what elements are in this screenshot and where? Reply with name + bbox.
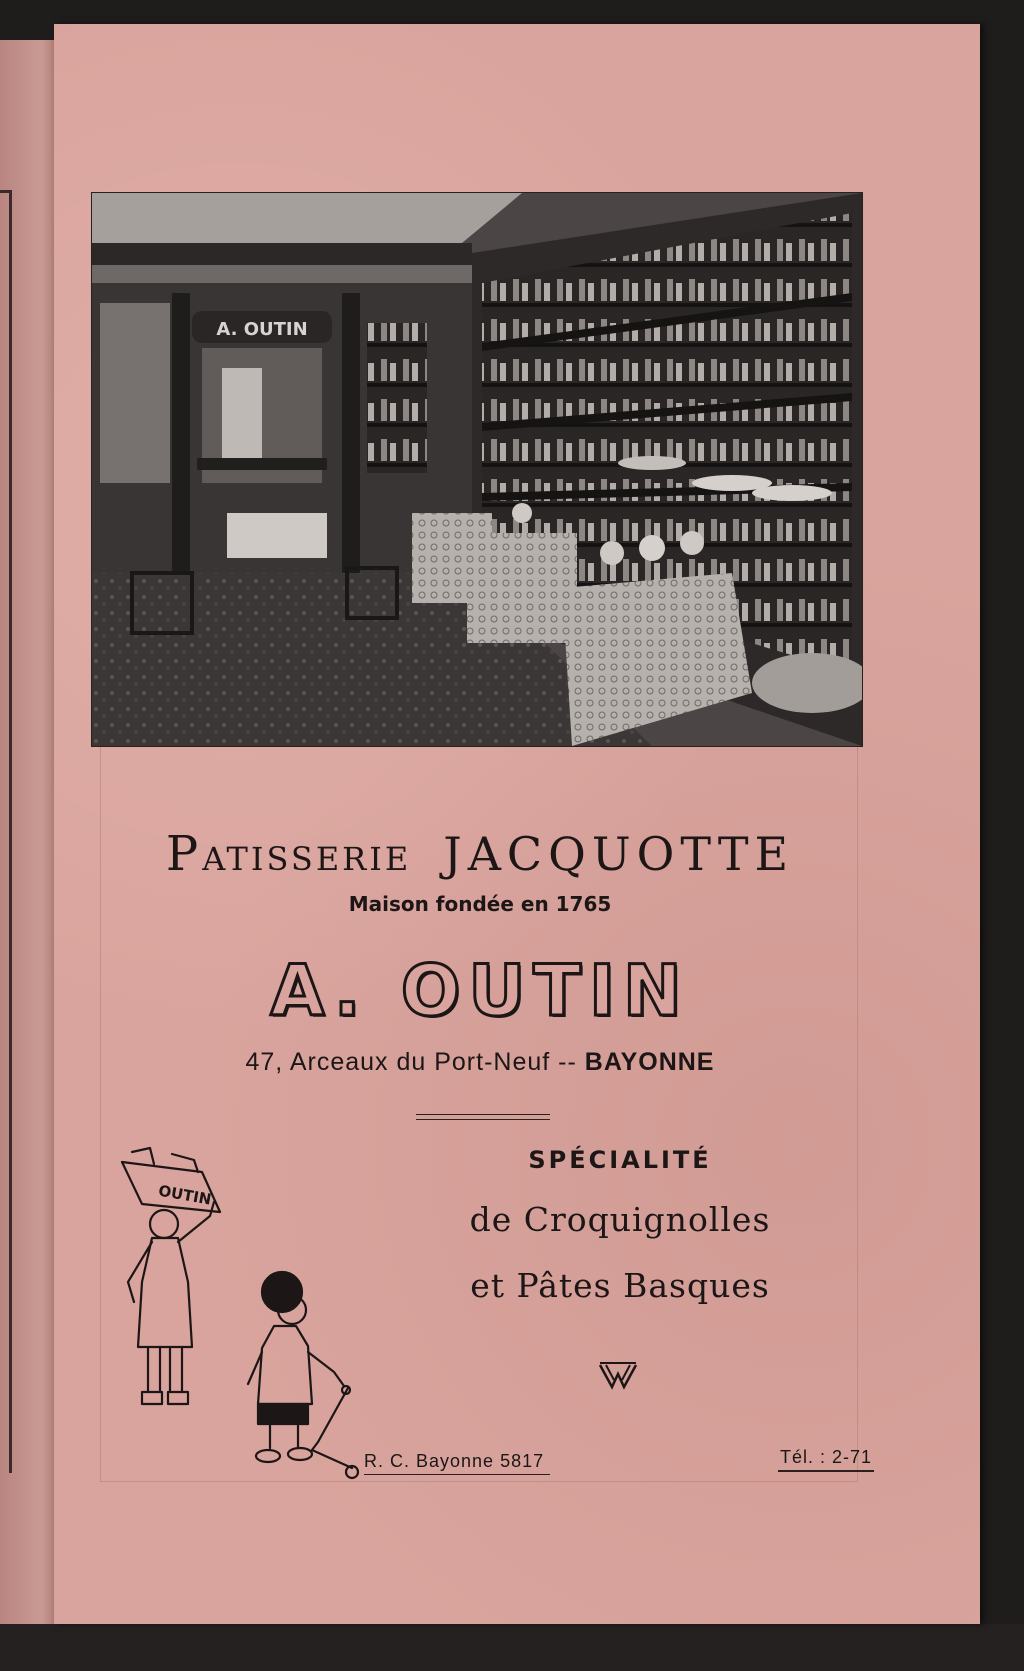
children-illustration (102, 1142, 362, 1482)
monogram-icon (598, 1362, 638, 1390)
left-page-edge (0, 40, 60, 1640)
street-address: 47, Arceaux du Port-Neuf -- (245, 1048, 585, 1076)
address-line (90, 1048, 870, 1077)
shop-interior-photo (91, 192, 863, 747)
divider-rule (416, 1114, 550, 1120)
specialty-heading: SPÉCIALITÉ (528, 1146, 712, 1174)
founded-line: Maison fondée en 1765 (348, 892, 612, 916)
shop-sign-text: A. OUTIN (216, 319, 308, 340)
box-sign-text: OUTIN (157, 1181, 213, 1209)
phone-number: Tél. : 2-71 (778, 1447, 874, 1472)
title-part1: ATISSERIE (202, 840, 412, 878)
title-part2: JACQUOTTE (443, 827, 795, 881)
specialty-line-2: et Pâtes Basques (470, 1266, 770, 1305)
city-name: BAYONNE (584, 1048, 715, 1076)
background-strip (0, 1624, 1024, 1671)
owner-name: A. OUTIN (270, 950, 690, 1032)
title-initial: P (165, 826, 203, 882)
registry-number: R. C. Bayonne 5817 (364, 1451, 550, 1475)
shop-name-heading (90, 826, 870, 882)
left-page-border (0, 190, 12, 1473)
specialty-line-1: de Croquignolles (469, 1200, 771, 1239)
